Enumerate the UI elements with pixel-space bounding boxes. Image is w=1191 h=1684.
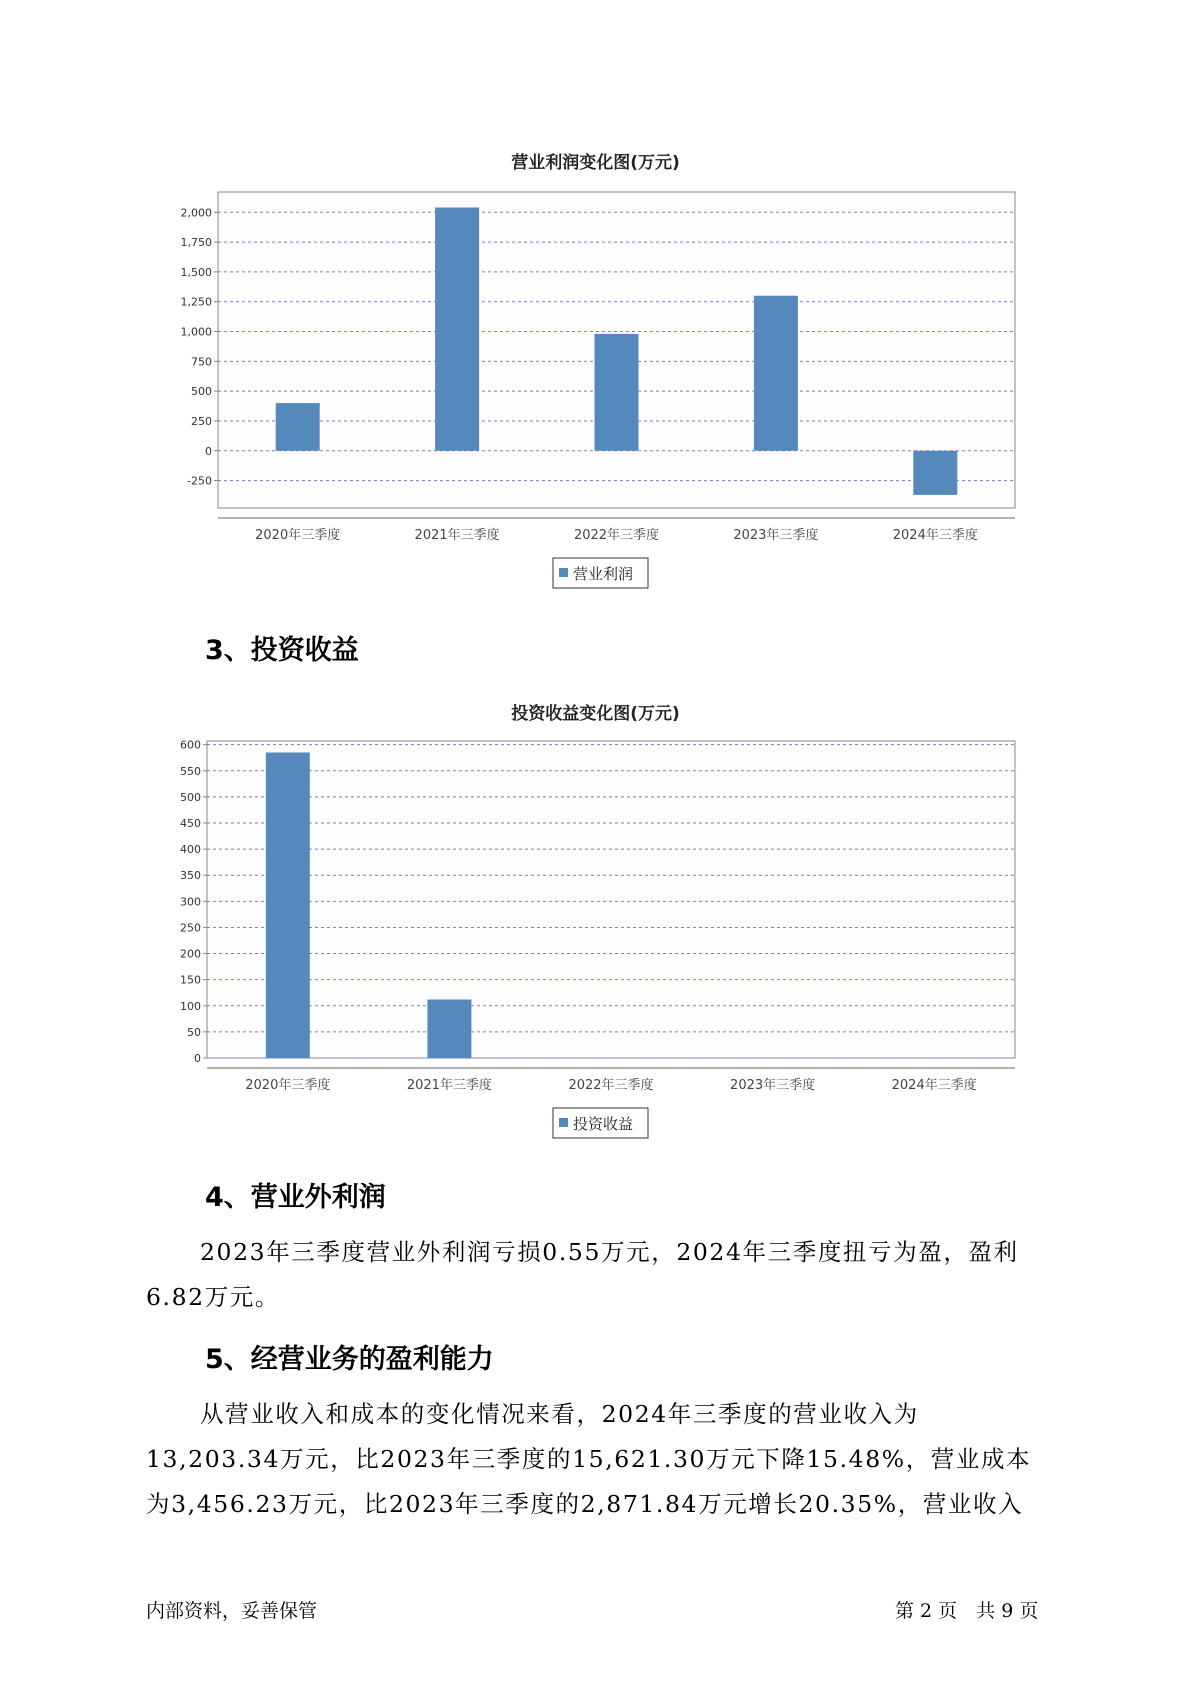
category-label: 2023年三季度: [730, 1078, 816, 1093]
y-tick-label: 450: [180, 816, 201, 830]
y-tick-label: 400: [180, 843, 201, 857]
category-label: 2024年三季度: [892, 528, 978, 543]
legend-label: 投资收益: [573, 1115, 634, 1133]
y-tick-label: 0: [194, 1052, 201, 1065]
footer-page-number: 第 2 页 共 9 页: [895, 1600, 1039, 1622]
section-5-paragraph: [146, 1392, 1046, 1527]
y-tick-label: 500: [191, 385, 212, 399]
profit-chart-title: 营业利润变化图(万元): [511, 153, 680, 173]
y-tick-label: 1,500: [180, 265, 212, 279]
category-label: 2022年三季度: [573, 528, 660, 543]
section-4-heading: 4、营业外利润: [205, 1182, 386, 1213]
y-tick-label: 250: [191, 414, 212, 428]
category-label: 2021年三季度: [414, 528, 500, 543]
legend-swatch: [559, 1118, 568, 1127]
category-label: 2022年三季度: [568, 1078, 654, 1093]
category-label: 2021年三季度: [406, 1078, 492, 1093]
legend-label: 营业利润: [573, 565, 634, 583]
y-tick-label: 100: [180, 999, 201, 1013]
section-4-text: 2023年三季度营业外利润亏损0.55万元，2024年三季度扭亏为盈，盈利6.82万元。: [146, 1238, 1019, 1311]
section-4-paragraph: [146, 1230, 1046, 1320]
y-tick-label: 150: [180, 973, 201, 987]
y-tick-label: 200: [180, 947, 201, 961]
section-5-text: 从营业收入和成本的变化情况来看，2024年三季度的营业收入为13,203.34万元，比2023年三季度的15,621.30万元下降15.48%，营业成本为3,456.23万元，比2023年三季度的2,871.84万元增长20.35%，营业收入: [146, 1400, 1032, 1518]
y-tick-label: 1,250: [180, 295, 212, 309]
y-tick-label: 50: [187, 1025, 201, 1039]
y-tick-label: 300: [180, 895, 201, 909]
category-label: 2024年三季度: [891, 1078, 977, 1093]
category-label: 2020年三季度: [255, 528, 341, 543]
y-tick-label: 600: [180, 738, 201, 752]
section-5-heading: 5、经营业务的盈利能力: [205, 1344, 494, 1375]
y-tick-label: 500: [180, 790, 201, 804]
y-tick-label: 2,000: [180, 206, 212, 220]
y-tick-label: 1,750: [180, 236, 212, 250]
category-label: 2020年三季度: [245, 1078, 331, 1093]
plot-area: [207, 741, 1015, 1058]
y-tick-label: 550: [180, 764, 201, 778]
section-3-heading: 3、投资收益: [205, 635, 359, 666]
bar: [266, 752, 310, 1058]
category-label: 2023年三季度: [733, 528, 819, 543]
y-tick-label: 350: [180, 869, 201, 883]
y-tick-label: 0: [205, 444, 212, 458]
y-tick-label: 1,000: [180, 325, 212, 339]
footer-confidential: 内部资料，妥善保管: [146, 1600, 318, 1622]
invest-chart-title: 投资收益变化图(万元): [511, 704, 680, 724]
y-tick-label: -250: [187, 474, 212, 488]
bar: [427, 1000, 471, 1058]
y-tick-label: 750: [191, 355, 212, 369]
y-tick-label: 250: [180, 921, 201, 935]
